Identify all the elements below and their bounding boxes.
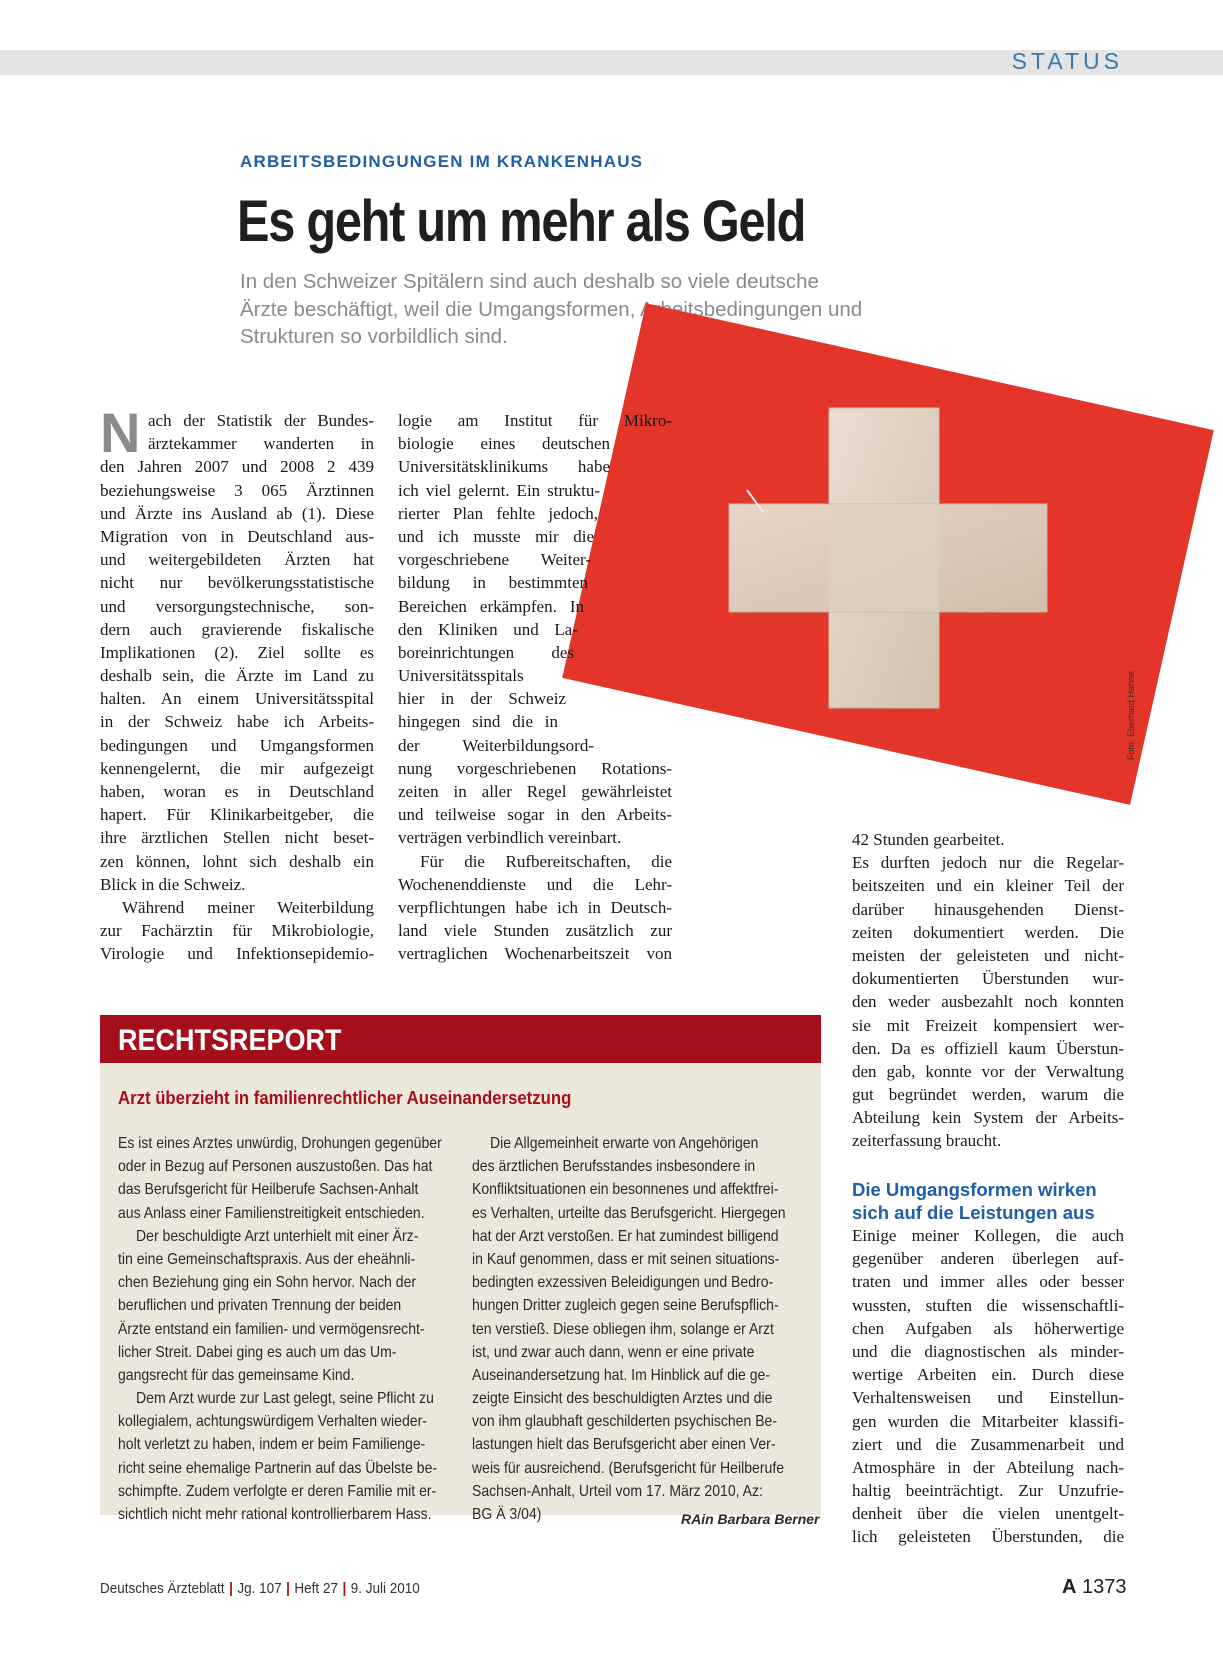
text-line: BG Ä 3/04): [472, 1506, 542, 1523]
text-line: und Ärzte ins Ausland ab (1). Diese: [100, 503, 374, 523]
page-number: [1062, 1576, 1127, 1599]
text-line: hier in der Schweiz: [398, 689, 566, 709]
text-line: ärztekammer wanderten in: [148, 434, 374, 454]
text-line: und ich musste mir die: [398, 526, 594, 546]
text-line: Der beschuldigte Arzt unterhielt mit einer Ärz-: [136, 1227, 419, 1245]
text-line: beziehungsweise 3 065 Ärztinnen: [100, 480, 374, 500]
text-line: Verhaltensweisen und Einstellun-: [852, 1388, 1124, 1408]
rechtsreport-title: RECHTSREPORT: [118, 1024, 342, 1057]
text-line: in Kauf genommen, dass er mit seinen situations-: [472, 1250, 780, 1268]
article-subhead: [852, 1178, 1124, 1224]
text-line: dern auch gravierende fiskalische: [100, 619, 374, 639]
text-line: lastungen hielt das Berufsgericht aber einen Ver-: [472, 1436, 776, 1454]
text-line: Es durften jedoch nur die Regelar-: [852, 853, 1124, 873]
text-line: Für die Rufbereitschaften, die: [420, 851, 672, 871]
text-line: beitszeiten und ein kleiner Teil der: [852, 876, 1124, 896]
text-line: halten. An einem Universitätsspital: [100, 689, 374, 709]
text-line: richt seine ehemalige Partnerin auf das Übelste be-: [118, 1459, 438, 1477]
text-line: und die diagnostischen als minder-: [852, 1341, 1124, 1361]
rechtsreport-author: RAin Barbara Berner: [681, 1511, 820, 1527]
text-line: zeiterfassung braucht.: [852, 1131, 1002, 1151]
text-line: nicht nur bevölkerungsstatistische: [100, 573, 374, 593]
text-line: von ihm glaubhaft geschilderten psychischen Be-: [472, 1413, 778, 1431]
text-line: verträgen verbindlich vereinbart.: [398, 828, 622, 848]
text-line: 42 Stunden gearbeitet.: [852, 830, 1005, 849]
text-line: lich geleisteten Überstunden, die: [852, 1527, 1124, 1547]
text-line: wertige Arbeiten ein. Durch diese: [852, 1365, 1124, 1385]
text-line: hungen Dritter zugleich gegen seine Berufspflich-: [472, 1297, 779, 1315]
text-line: den Jahren 2007 und 2008 2 439: [100, 457, 374, 477]
text-line: chen Aufgaben als höherwertige: [852, 1318, 1124, 1338]
journal-volume: Jg. 107: [237, 1580, 282, 1597]
text-line: ziert und die Zusammenarbeit und: [852, 1434, 1124, 1454]
text-line: dokumentierten Überstunden wur-: [852, 969, 1124, 989]
text-line: ist, und zwar auch dann, wenn er eine private: [472, 1343, 755, 1361]
text-line: wussten, stuften die wissenschaftli-: [852, 1295, 1124, 1315]
page-number-value: 1373: [1082, 1576, 1127, 1598]
text-line: ten verstieß. Diese obliegen ihm, solange er Arzt: [472, 1320, 774, 1338]
text-line: beruflichen und privaten Trennung der beiden: [118, 1297, 402, 1315]
text-line: haltig beeinträchtigt. Zur Unzufrie-: [852, 1481, 1124, 1501]
text-line: weis für ausreichend. (Berufsgericht für Heilberufe: [472, 1459, 785, 1477]
text-line: chen Beziehung ging ein Sohn hervor. Nach der: [118, 1274, 417, 1292]
text-line: bildung in bestimmten: [398, 573, 588, 593]
footer-separator: |: [342, 1580, 347, 1597]
text-line: den weder ausbezahlt noch konnten: [852, 992, 1124, 1012]
text-line: Konfliktsituationen ein besonnenes und affektfrei-: [472, 1181, 779, 1199]
text-line: Die Allgemeinheit erwarte von Angehörigen: [490, 1135, 759, 1152]
text-line: haben, woran es in Deutschland: [100, 782, 374, 801]
text-line: zur Fachärztin für Mikrobiologie,: [100, 921, 374, 941]
text-line: verpflichtungen habe ich in Deutsch-: [398, 897, 672, 917]
text-line: den Kliniken und La-: [398, 619, 578, 639]
text-line: aus Anlass einer Familienstreitigkeit entschieden.: [118, 1204, 425, 1222]
text-line: sichtlich nicht mehr rational kontrollierbarem Hass.: [118, 1506, 432, 1523]
text-line: oder in Bezug auf Personen auszustoßen. Das hat: [118, 1158, 433, 1176]
article-headline: Es geht um mehr als Geld: [237, 189, 806, 254]
text-line: deshalb sein, die Ärzte im Land zu: [100, 666, 374, 686]
text-line: hapert. Für Klinikarbeitgeber, die: [100, 805, 374, 825]
photo-credit: Foto: Eberhard Hahne: [1126, 670, 1136, 760]
text-line: ihre ärztlichen Stellen nicht beset-: [100, 828, 374, 848]
article-column-1: [100, 401, 374, 966]
text-line: Es ist eines Arztes unwürdig, Drohungen gegenüber: [118, 1135, 442, 1152]
journal-date: 9. Juli 2010: [350, 1580, 420, 1597]
text-line: bedingungen und Umgangsformen: [100, 735, 374, 755]
text-line: kollegialem, achtungswürdigem Verhalten wieder-: [118, 1413, 427, 1431]
text-line: und teilweise sogar in den Arbeits-: [398, 805, 672, 825]
lead-line: Ärzte beschäftigt, weil die Umgangsformen, Arbeitsbedingungen und: [240, 297, 863, 321]
text-line: zeiten dokumentiert werden. Die: [852, 922, 1124, 942]
footer-separator: |: [229, 1580, 233, 1597]
lead-line: Strukturen so vorbildlich sind.: [240, 325, 508, 348]
rechtsreport-column-1: [118, 1132, 453, 1526]
text-line: boreinrichtungen des: [398, 642, 574, 662]
text-line: logie am Institut für Mikro-: [398, 411, 672, 430]
text-line: Atmosphäre in der Abteilung nach-: [852, 1457, 1124, 1477]
text-line: Virologie und Infektionsepidemio-: [100, 944, 374, 964]
text-line: Sachsen-Anhalt, Urteil vom 17. März 2010, Az:: [472, 1482, 763, 1500]
text-line: und weitergebildeten Ärzten hat: [100, 550, 374, 570]
text-line: ich viel gelernt. Ein struktu-: [398, 480, 600, 500]
text-line: Einige meiner Kollegen, die auch: [852, 1226, 1124, 1245]
text-line: Blick in die Schweiz.: [100, 874, 246, 894]
text-line: licher Streit. Dabei ging es auch um das Um-: [118, 1343, 397, 1361]
text-line: bedingten exzessiven Beleidigungen und Bedro-: [472, 1274, 774, 1292]
text-line: darüber hinausgehenden Dienst-: [852, 899, 1124, 919]
article-column-3: [852, 828, 1124, 1153]
text-line: Implikationen (2). Ziel sollte es: [100, 642, 374, 662]
text-line: und versorgungstechnische, son-: [100, 596, 374, 616]
text-line: den. Da es offiziell kaum Überstun-: [852, 1038, 1124, 1058]
text-line: des ärztlichen Berufsstandes insbesondere in: [472, 1158, 756, 1176]
text-line: sie mit Freizeit kompensiert wer-: [852, 1015, 1124, 1035]
lead-line: In den Schweizer Spitälern sind auch deshalb so viele deutsche: [240, 270, 819, 293]
text-line: Migration von in Deutschland aus-: [100, 526, 374, 546]
rechtsreport-subtitle: Arzt überzieht in familienrechtlicher Auseinandersetzung: [118, 1088, 572, 1108]
article-lead: [240, 268, 960, 351]
text-line: in der Schweiz habe ich Arbeits-: [100, 712, 374, 732]
text-line: das Berufsgericht für Heilberufe Sachsen-Anhalt: [118, 1181, 419, 1199]
text-line: Während meiner Weiterbildung: [122, 897, 374, 917]
text-line: gen wurden die Mitarbeiter klassifi-: [852, 1411, 1124, 1431]
text-line: Universitätsspitals: [398, 666, 524, 686]
article-column-3-continued: [852, 1224, 1124, 1549]
text-line: den gab, konnte vor der Verwaltung: [852, 1061, 1124, 1081]
text-line: Bereichen erkämpfen. In: [398, 596, 584, 616]
article-kicker: ARBEITSBEDINGUNGEN IM KRANKENHAUS: [240, 152, 644, 171]
subhead-line: sich auf die Leistungen aus: [852, 1202, 1095, 1223]
section-label: STATUS: [1011, 48, 1123, 74]
text-line: meisten der geleisteten und nicht-: [852, 945, 1124, 965]
text-line: hat der Arzt verstoßen. Er hat zumindest billigend: [472, 1227, 779, 1245]
text-line: biologie eines deutschen: [398, 434, 610, 454]
text-line: traten und immer alles oder besser: [852, 1272, 1124, 1292]
text-line: vorgeschriebene Weiter-: [398, 550, 591, 570]
text-line: tin eine Gemeinschaftspraxis. Aus der eheähnli-: [118, 1250, 416, 1268]
text-line: hingegen sind die in: [398, 712, 558, 732]
text-line: Dem Arzt wurde zur Last gelegt, seine Pflicht zu: [136, 1390, 434, 1408]
rechtsreport-column-2: [472, 1132, 807, 1526]
journal-name: Deutsches Ärzteblatt: [100, 1580, 225, 1597]
text-line: zeiten in aller Regel gewährleistet: [398, 782, 672, 801]
text-line: zen können, lohnt sich deshalb ein: [100, 851, 374, 871]
text-line: land viele Stunden zusätzlich zur: [398, 921, 672, 941]
journal-issue: Heft 27: [294, 1580, 338, 1597]
footer-separator: |: [286, 1580, 290, 1597]
text-line: zeigte Einsicht des beschuldigten Arztes und die: [472, 1390, 773, 1408]
text-line: nung vorgeschriebenen Rotations-: [398, 758, 672, 778]
text-line: gegenüber anderen überlegen auf-: [852, 1249, 1124, 1269]
text-line: der Weiterbildungsord-: [398, 735, 594, 755]
text-line: Ärzte entstand ein familien- und vermögensrecht-: [118, 1320, 425, 1338]
text-line: rierter Plan fehlte jedoch,: [398, 503, 598, 523]
text-line: vertraglichen Wochenarbeitszeit von: [398, 944, 672, 964]
text-line: denheit über die vielen unentgelt-: [852, 1504, 1124, 1524]
text-line: Abteilung kein System der Arbeits-: [852, 1108, 1124, 1128]
dropcap: N: [100, 401, 141, 464]
text-line: ach der Statistik der Bundes-: [148, 411, 374, 430]
page-prefix: A: [1062, 1576, 1077, 1598]
text-line: Universitätsklinikums habe: [398, 457, 610, 477]
text-line: gangsrecht für das gemeinsame Kind.: [118, 1366, 355, 1384]
text-line: schimpfte. Zudem verfolgte er deren Familie mit er-: [118, 1482, 437, 1500]
text-line: holt verletzt zu haben, indem er beim Familienge-: [118, 1436, 426, 1454]
text-line: Auseinandersetzung hat. Im Hinblick auf die ge-: [472, 1366, 771, 1384]
page-footer: [100, 1580, 420, 1597]
subhead-line: Die Umgangsformen wirken: [852, 1179, 1097, 1200]
text-line: es Verhalten, urteilte das Berufsgericht. Hiergegen: [472, 1204, 786, 1222]
text-line: kennengelernt, die mir aufgezeigt: [100, 758, 374, 778]
text-line: Wochenenddienste und die Lehr-: [398, 874, 672, 894]
article-column-2: [398, 409, 672, 966]
text-line: gut begründet werden, warum die: [852, 1085, 1124, 1105]
